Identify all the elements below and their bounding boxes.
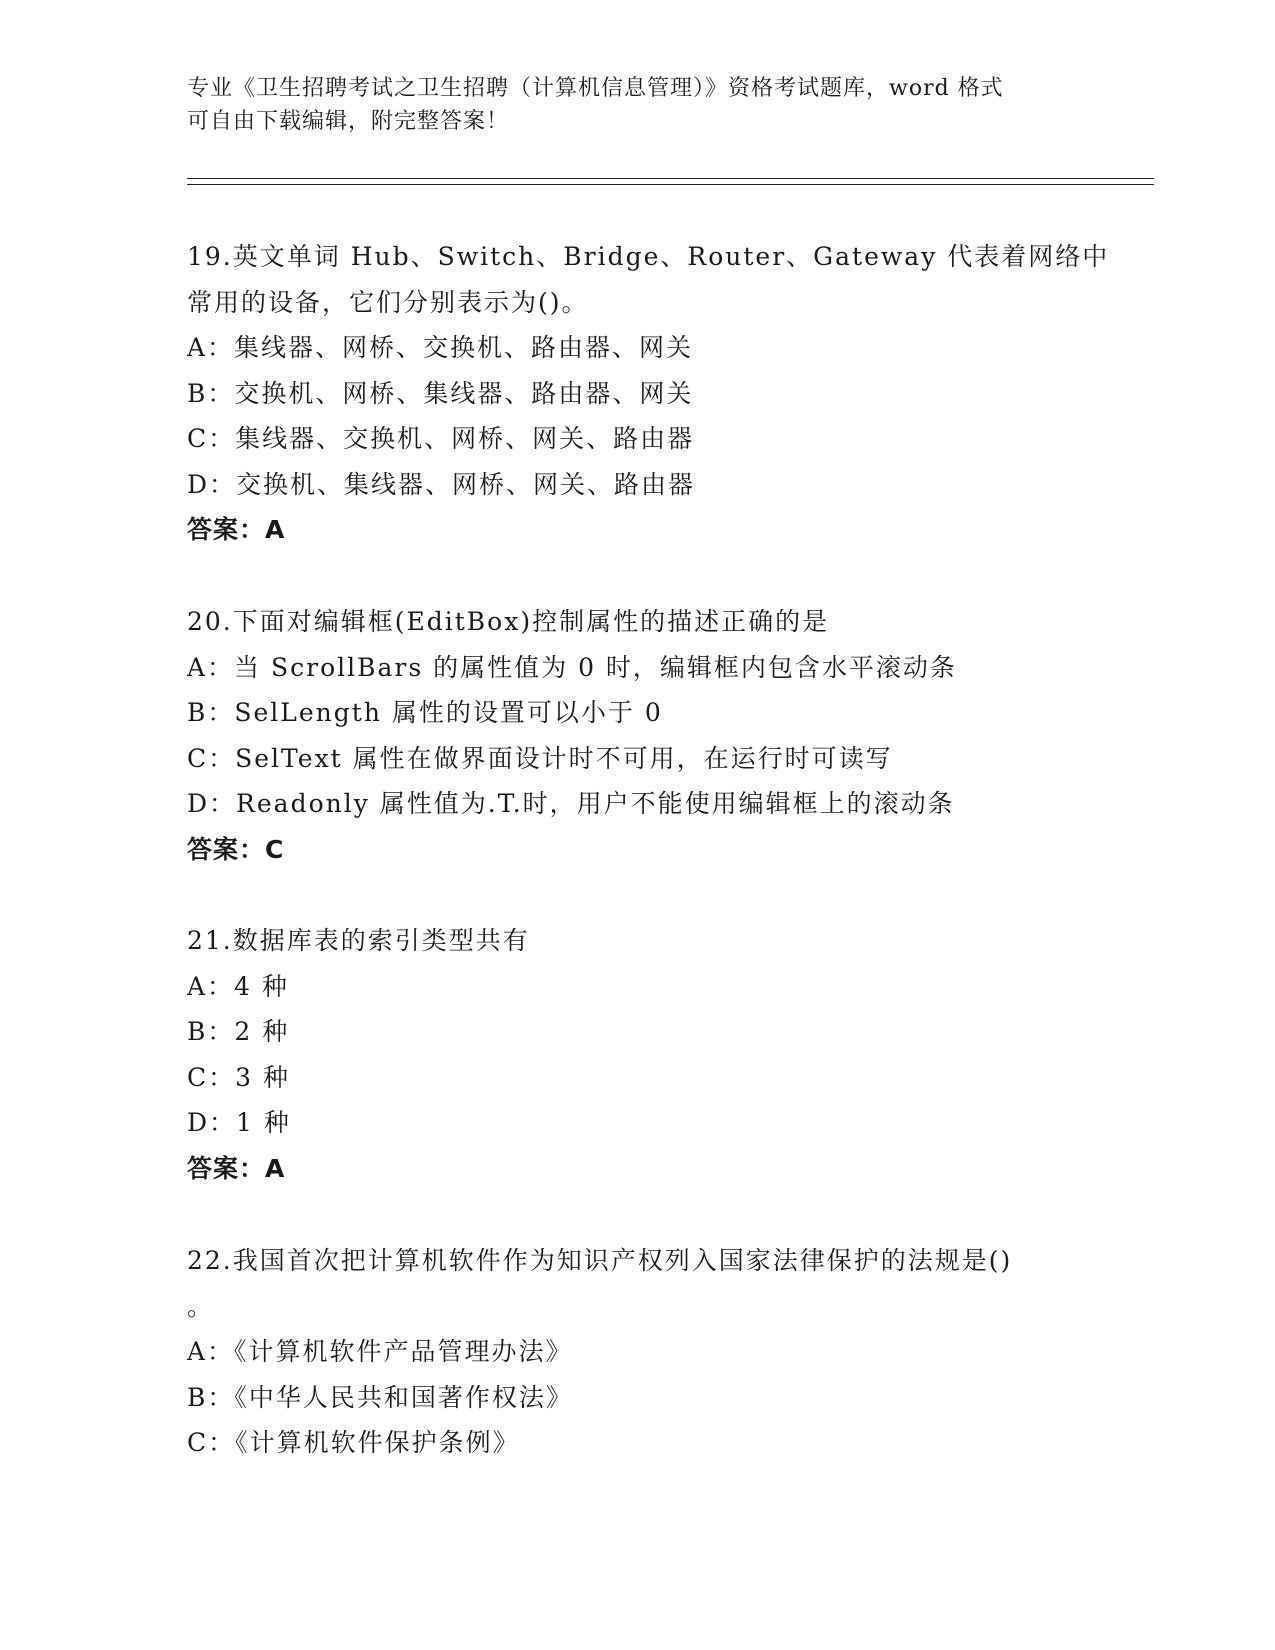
option-a: A：4 种 [187, 971, 289, 1001]
option-c: C：3 种 [187, 1062, 290, 1092]
option-a: A：《计算机软件产品管理办法》 [187, 1337, 573, 1366]
option-b: B：《中华人民共和国著作权法》 [187, 1382, 573, 1412]
question-stem-line: 。 [187, 1291, 215, 1321]
answer-line: 答案：A [187, 1153, 286, 1183]
option-d: D：Readonly 属性值为.T.时，用户不能使用编辑框上的滚动条 [187, 789, 955, 818]
header-line-2: 可自由下载编辑，附完整答案！ [187, 109, 510, 134]
header-line-1: 专业《卫生招聘考试之卫生招聘（计算机信息管理）》资格考试题库，word 格式 [187, 76, 1004, 101]
question-stem-line: 20.下面对编辑框(EditBox)控制属性的描述正确的是 [187, 607, 830, 636]
question-19 [187, 234, 1110, 553]
option-c: C：集线器、交换机、网桥、网关、路由器 [187, 424, 695, 453]
question-stem-line: 常用的设备，它们分别表示为()。 [187, 287, 589, 317]
option-d: D：1 种 [187, 1108, 291, 1137]
option-a: A：集线器、网桥、交换机、路由器、网关 [187, 333, 694, 362]
question-22 [187, 1238, 1087, 1466]
question-stem-line: 21.数据库表的索引类型共有 [187, 926, 530, 955]
answer-line: 答案：A [187, 515, 286, 544]
question-21 [187, 918, 1087, 1191]
document-header [187, 72, 1067, 138]
option-c: C：《计算机软件保护条例》 [187, 1428, 520, 1457]
question-stem-line: 19.英文单词 Hub、Switch、Bridge、Router、Gateway 代表着网络中 [187, 242, 1110, 271]
option-d: D：交换机、集线器、网桥、网关、路由器 [187, 469, 696, 499]
header-divider-top [187, 178, 1154, 179]
option-a: A：当 ScrollBars 的属性值为 0 时，编辑框内包含水平滚动条 [187, 652, 957, 682]
option-b: B：SelLength 属性的设置可以小于 0 [187, 698, 663, 727]
answer-line: 答案：C [187, 834, 285, 864]
option-b: B：2 种 [187, 1017, 290, 1046]
question-20 [187, 599, 1087, 872]
header-divider-bottom [187, 184, 1154, 185]
option-c: C：SelText 属性在做界面设计时不可用，在运行时可读写 [187, 743, 893, 773]
question-stem-line: 22.我国首次把计算机软件作为知识产权列入国家法律保护的法规是() [187, 1246, 1013, 1275]
option-b: B：交换机、网桥、集线器、路由器、网关 [187, 378, 694, 408]
